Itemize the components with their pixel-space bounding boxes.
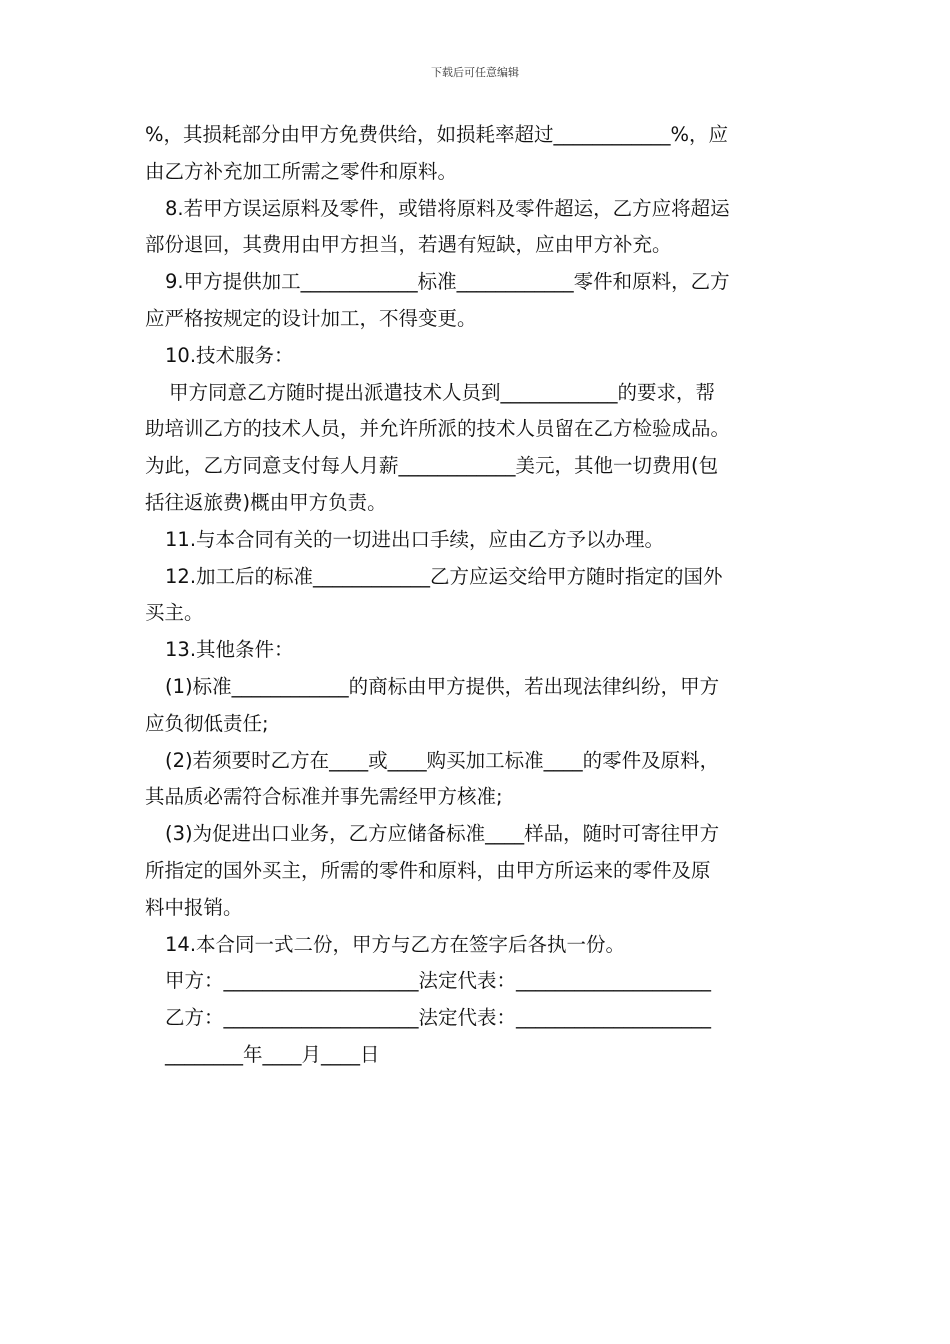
document-line: 9.甲方提供加工____________标准____________零件和原料，乙方 (165, 270, 730, 294)
document-line: 甲方同意乙方随时提出派遣技术人员到____________的要求，帮 (169, 380, 716, 404)
document-line: 13.其他条件： (165, 638, 294, 662)
document-body (145, 117, 813, 1074)
document-line: 括往返旅费)概由甲方负责。 (145, 490, 387, 514)
document-line: 10.技术服务： (165, 343, 294, 367)
document-line: 由乙方补充加工所需之零件和原料。 (145, 159, 458, 183)
document-line: 乙方：____________________法定代表：____________________ (165, 1006, 712, 1030)
document-line: (3)为促进出口业务，乙方应储备标准____样品，随时可寄往甲方 (165, 822, 720, 846)
document-line: 为此，乙方同意支付每人月薪____________美元，其他一切费用(包 (145, 454, 719, 478)
document-line: (1)标准____________的商标由甲方提供，若出现法律纠纷，甲方 (165, 674, 720, 698)
document-line: 所指定的国外买主，所需的零件和原料，由甲方所运来的零件及原 (145, 858, 711, 882)
document-line: 甲方：____________________法定代表：____________________ (165, 969, 712, 993)
document-line: 14.本合同一式二份，甲方与乙方在签字后各执一份。 (165, 932, 626, 956)
page-header: 下载后可任意编辑 (431, 66, 519, 79)
document-line: 助培训乙方的技术人员，并允许所派的技术人员留在乙方检验成品。 (145, 417, 731, 441)
document-line: 12.加工后的标准____________乙方应运交给甲方随时指定的国外 (165, 564, 723, 588)
document-line: 买主。 (145, 601, 204, 625)
document-line: %，其损耗部分由甲方免费供给，如损耗率超过____________%，应 (145, 123, 729, 146)
document-line: 应负彻低责任; (145, 711, 269, 735)
document-line: ________年____月____日 (165, 1042, 380, 1066)
document-line: 部份退回，其费用由甲方担当，若遇有短缺，应由甲方补充。 (145, 233, 672, 257)
document-line: 8.若甲方误运原料及零件，或错将原料及零件超运，乙方应将超运 (165, 196, 730, 220)
document-line: 其品质必需符合标准并事先需经甲方核准; (145, 785, 503, 809)
document-line: 11.与本合同有关的一切进出口手续，应由乙方予以办理。 (165, 527, 665, 551)
document-line: (2)若须要时乙方在____或____购买加工标准____的零件及原料， (165, 748, 720, 772)
document-line: 料中报销。 (145, 895, 243, 919)
document-line: 应严格按规定的设计加工，不得变更。 (145, 306, 477, 330)
